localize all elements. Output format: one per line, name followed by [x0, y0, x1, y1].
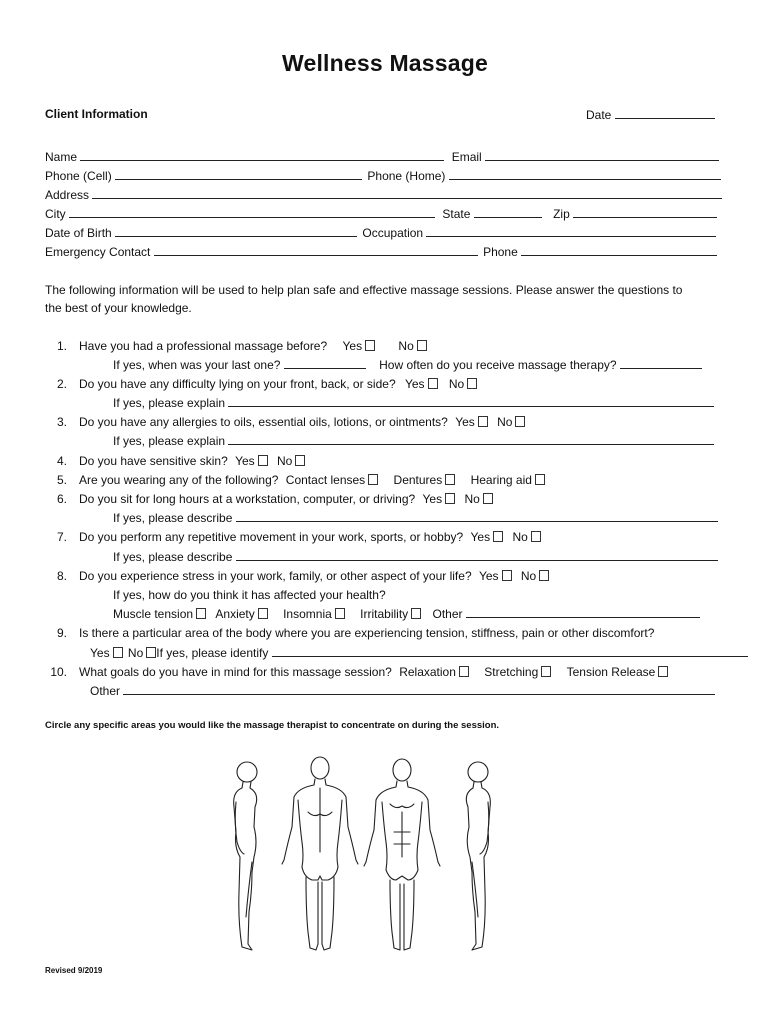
name-field[interactable] [80, 148, 444, 161]
q1-text: Have you had a professional massage before? [79, 339, 328, 353]
q2-yes-label: Yes [404, 377, 425, 391]
q8-number: 8. [56, 569, 67, 583]
q10-tension-release-label: Tension Release [566, 665, 656, 679]
date-field[interactable] [615, 106, 715, 119]
emergency-label: Emergency Contact [45, 245, 151, 259]
q1-sub2-label: How often do you receive massage therapy? [379, 358, 617, 372]
q8-sub1: If yes, how do you think it has affected your health? [113, 588, 386, 602]
address-row [45, 186, 722, 204]
q5-hearing-aid-checkbox[interactable] [535, 474, 545, 485]
intro-line-2: the best of your knowledge. [45, 301, 192, 315]
q4-no-checkbox[interactable] [295, 455, 305, 466]
emergency-phone-field[interactable] [521, 243, 717, 256]
q6-no-label: No [464, 492, 480, 506]
q1-yes-checkbox[interactable] [365, 340, 375, 351]
question-5 [45, 471, 545, 489]
phone-row [45, 167, 721, 185]
q8-other-label: Other [432, 607, 463, 621]
q9-number: 9. [56, 626, 67, 640]
q1-how-often-field[interactable] [620, 356, 702, 369]
q8-irritability-label: Irritability [360, 607, 409, 621]
q8-irritability-checkbox[interactable] [411, 608, 421, 619]
q6-sub [113, 509, 718, 527]
question-10 [45, 663, 668, 681]
q9-no-checkbox[interactable] [146, 647, 156, 658]
q5-hearing-aid-label: Hearing aid [470, 473, 532, 487]
q5-text: Are you wearing any of the following? [79, 473, 279, 487]
q8-anxiety-label: Anxiety [215, 607, 255, 621]
q2-explain-field[interactable] [228, 394, 714, 407]
q3-number: 3. [56, 415, 67, 429]
question-7 [45, 528, 541, 546]
q3-yes-label: Yes [455, 415, 475, 429]
dob-label: Date of Birth [45, 226, 112, 240]
question-4 [45, 452, 305, 470]
question-3 [45, 413, 525, 431]
q8-text: Do you experience stress in your work, family, or other aspect of your life? [79, 569, 472, 583]
q5-number: 5. [56, 473, 67, 487]
question-8 [45, 567, 549, 585]
q3-explain-field[interactable] [228, 432, 714, 445]
q8-yes-checkbox[interactable] [502, 570, 512, 581]
q6-yes-checkbox[interactable] [445, 493, 455, 504]
q8-no-label: No [520, 569, 537, 583]
email-label: Email [451, 150, 482, 164]
q10-tension-release-checkbox[interactable] [658, 666, 668, 677]
question-6 [45, 490, 493, 508]
client-info-heading: Client Information [45, 107, 148, 121]
q1-no-label: No [398, 339, 414, 353]
q10-number: 10. [50, 665, 67, 679]
circle-areas-note: Circle any specific areas you would like the massage therapist to concentrate on during the session. [45, 720, 500, 731]
q9-sub-label: If yes, please identify [156, 646, 269, 660]
address-field[interactable] [92, 186, 722, 199]
date-label: Date [586, 108, 612, 122]
q8-muscle-tension-label: Muscle tension [113, 607, 194, 621]
q7-no-checkbox[interactable] [531, 531, 541, 542]
city-field[interactable] [69, 205, 435, 218]
q3-no-checkbox[interactable] [515, 416, 525, 427]
dob-row [45, 224, 716, 242]
q2-yes-checkbox[interactable] [428, 378, 438, 389]
q9-text: Is there a particular area of the body where you are experiencing tension, stiffness, pain or other discomfort? [79, 626, 655, 640]
q10-other-label: Other [90, 684, 121, 698]
body-figure-front[interactable] [364, 759, 440, 950]
q3-sub [113, 432, 714, 450]
q10-stretching-label: Stretching [484, 665, 539, 679]
q8-muscle-tension-checkbox[interactable] [196, 608, 206, 619]
dob-field[interactable] [115, 224, 357, 237]
q1-yes-label: Yes [342, 339, 363, 353]
body-figure-side-right[interactable] [466, 762, 490, 950]
phone-home-label: Phone (Home) [367, 169, 446, 183]
q2-number: 2. [56, 377, 67, 391]
question-9 [45, 624, 654, 642]
q6-describe-field[interactable] [236, 509, 718, 522]
q4-text: Do you have sensitive skin? [79, 454, 228, 468]
address-label: Address [45, 188, 90, 202]
q10-other-field[interactable] [123, 682, 715, 695]
q5-dentures-checkbox[interactable] [445, 474, 455, 485]
q4-no-label: No [277, 454, 293, 468]
q10-stretching-checkbox[interactable] [541, 666, 551, 677]
q3-no-label: No [497, 415, 513, 429]
q3-sub-label: If yes, please explain [113, 434, 226, 448]
name-row [45, 148, 719, 166]
q7-yes-label: Yes [470, 530, 491, 544]
email-field[interactable] [485, 148, 719, 161]
q4-yes-checkbox[interactable] [258, 455, 268, 466]
q7-yes-checkbox[interactable] [493, 531, 503, 542]
q6-number: 6. [56, 492, 67, 506]
q1-sub1-label: If yes, when was your last one? [113, 358, 281, 372]
q7-no-label: No [512, 530, 528, 544]
q10-other-row [90, 682, 715, 700]
q9-no-label: No [127, 646, 144, 660]
q3-text: Do you have any allergies to oils, essential oils, lotions, or ointments? [79, 415, 448, 429]
q5-contact-lenses-checkbox[interactable] [368, 474, 378, 485]
name-label: Name [45, 150, 78, 164]
q7-number: 7. [56, 530, 67, 544]
body-figure-back[interactable] [282, 757, 358, 950]
q4-number: 4. [56, 454, 67, 468]
date-row [586, 106, 715, 124]
q7-sub [113, 548, 718, 566]
q10-text: What goals do you have in mind for this massage session? [79, 665, 392, 679]
q8-yes-label: Yes [478, 569, 499, 583]
q9-sub [90, 644, 748, 662]
body-figure-side-left[interactable] [234, 762, 257, 950]
q1-last-one-field[interactable] [284, 356, 366, 369]
q2-sub-label: If yes, please explain [113, 396, 226, 410]
q8-anxiety-checkbox[interactable] [258, 608, 268, 619]
q2-no-label: No [448, 377, 465, 391]
phone-cell-label: Phone (Cell) [45, 169, 112, 183]
state-field[interactable] [474, 205, 542, 218]
q9-yes-checkbox[interactable] [113, 647, 123, 658]
emergency-field[interactable] [154, 243, 478, 256]
body-diagram[interactable] [222, 752, 522, 957]
emergency-phone-label: Phone [483, 245, 518, 259]
q4-yes-label: Yes [235, 454, 255, 468]
q1-no-checkbox[interactable] [417, 340, 427, 351]
intro-line-1: The following information will be used to help plan safe and effective massage sessions. Please answer the questions to [45, 283, 683, 297]
question-1 [45, 337, 427, 355]
question-2 [45, 375, 477, 393]
q2-sub [113, 394, 714, 412]
q10-relaxation-label: Relaxation [399, 665, 456, 679]
occupation-label: Occupation [362, 226, 424, 240]
q8-options [113, 605, 700, 623]
q7-describe-field[interactable] [236, 548, 718, 561]
city-label: City [45, 207, 66, 221]
q5-contact-lenses-label: Contact lenses [285, 473, 366, 487]
q7-sub-label: If yes, please describe [113, 550, 233, 564]
q2-text: Do you have any difficulty lying on your front, back, or side? [79, 377, 396, 391]
form-title: Wellness Massage [281, 50, 489, 76]
q10-relaxation-checkbox[interactable] [459, 666, 469, 677]
q8-insomnia-label: Insomnia [283, 607, 332, 621]
q8-other-field[interactable] [466, 605, 700, 618]
emergency-row [45, 243, 717, 261]
q9-identify-field[interactable] [272, 644, 748, 657]
q5-dentures-label: Dentures [393, 473, 443, 487]
state-label: State [442, 207, 471, 221]
q9-yes-label: Yes [90, 646, 110, 660]
q6-yes-label: Yes [422, 492, 443, 506]
q7-text: Do you perform any repetitive movement in your work, sports, or hobby? [79, 530, 464, 544]
q6-sub-label: If yes, please describe [113, 511, 233, 525]
q6-no-checkbox[interactable] [483, 493, 493, 504]
q8-no-checkbox[interactable] [539, 570, 549, 581]
zip-field[interactable] [573, 205, 717, 218]
q2-no-checkbox[interactable] [467, 378, 477, 389]
q1-sub [113, 356, 702, 374]
phone-home-field[interactable] [449, 167, 721, 180]
occupation-field[interactable] [426, 224, 716, 237]
q8-insomnia-checkbox[interactable] [335, 608, 345, 619]
revised-date: Revised 9/2019 [45, 966, 103, 975]
q3-yes-checkbox[interactable] [478, 416, 488, 427]
q6-text: Do you sit for long hours at a workstation, computer, or driving? [79, 492, 416, 506]
phone-cell-field[interactable] [115, 167, 362, 180]
city-row [45, 205, 717, 223]
q1-number: 1. [56, 339, 67, 353]
zip-label: Zip [553, 207, 570, 221]
